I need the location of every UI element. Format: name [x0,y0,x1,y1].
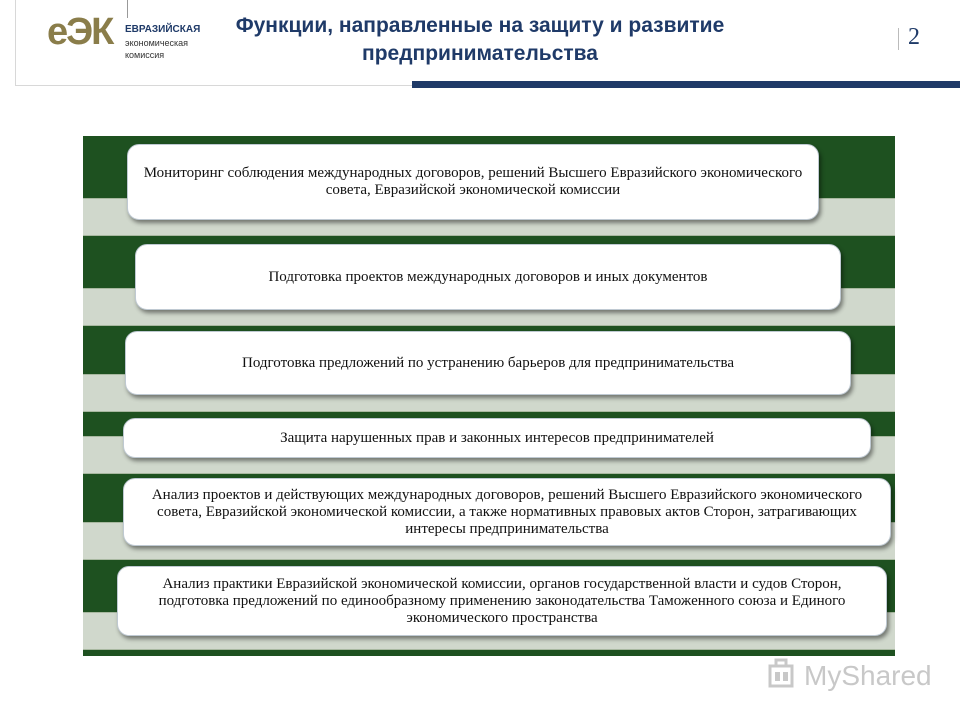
watermark-text: MyShared [804,660,932,691]
function-box: Подготовка предложений по устранению барьеров для предпринимательства [125,331,851,395]
page-number: 2 [908,24,920,50]
functions-panel [83,136,895,656]
logo-line-2: экономическая [125,38,189,48]
slide-header [0,0,960,90]
header-rule-blue [412,81,960,88]
logo-line-3: комиссия [125,50,165,60]
header-left-rule [15,0,16,86]
slide-title: Функции, направленные на защиту и развитие предпринимательства [235,14,725,65]
myshared-watermark [764,656,934,696]
logo-divider [127,0,128,18]
function-box: Анализ проектов и действующих международных договоров, решений Высшего Евразийского экономического совета, Евразийской экономической комиссии, а также нормативных правовых актов Сторон, затрагивающих интересы предпринимательства [123,478,891,546]
function-box: Мониторинг соблюдения международных договоров, решений Высшего Евразийского экономического совета, Евразийской экономической комиссии [127,144,819,220]
myshared-logo-icon [764,656,800,696]
header-rule-gray [15,85,415,86]
logo-line-1: ЕВРАЗИЙСКАЯ [125,24,201,35]
page-number-divider [898,28,899,50]
function-box: Защита нарушенных прав и законных интересов предпринимателей [123,418,871,458]
function-box: Анализ практики Евразийской экономической комиссии, органов государственной власти и судов Сторон, подготовка предложений по единообразному применению законодательства Таможенного союза и Единого экономического пространства [117,566,887,636]
logo-mark: еЭК [47,11,113,53]
function-box: Подготовка проектов международных договоров и иных документов [135,244,841,310]
